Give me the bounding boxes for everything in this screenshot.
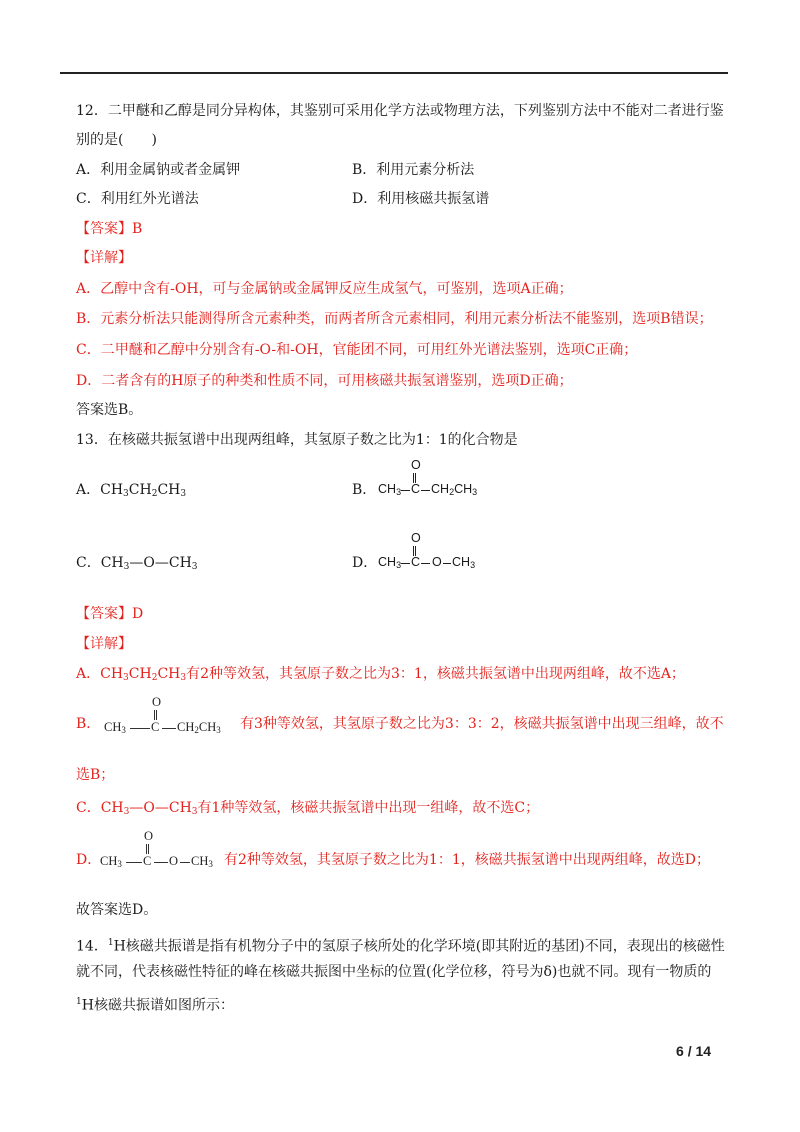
formula-part: CH xyxy=(100,800,124,816)
formula-part: CH xyxy=(128,666,152,682)
formula-part: CH xyxy=(452,555,471,569)
carbon-atom: C xyxy=(151,720,160,734)
question-number: 14． xyxy=(76,938,108,955)
formula-sub: 3 xyxy=(216,725,221,735)
q13-answer: 【答案】D xyxy=(76,606,144,622)
q13-detail-label: 【详解】 xyxy=(76,636,132,652)
formula-sub: 2 xyxy=(194,725,199,735)
methyl-group xyxy=(452,555,475,570)
oxygen-atom: O xyxy=(144,829,154,843)
formula-part: CH xyxy=(100,555,124,571)
q12-detail-c: C．二甲醚和乙醇中分别含有-O-和-OH，官能团不同，可用红外光谱法鉴别，选项C正确； xyxy=(76,342,638,358)
page-number xyxy=(676,1043,711,1059)
ethyl-group xyxy=(431,482,477,497)
page-total: 14 xyxy=(695,1043,712,1059)
formula-part: CH xyxy=(177,720,195,734)
formula-sub: 3 xyxy=(191,562,198,572)
oxygen-atom: O xyxy=(411,531,421,545)
formula-sub: 3 xyxy=(123,807,130,817)
oxygen-atom: O xyxy=(152,695,162,709)
methyl-group xyxy=(378,555,401,570)
q12-detail-d: D．二者含有的H原子的种类和性质不同，可用核磁共振氢谱鉴别，选项D正确； xyxy=(76,373,573,389)
single-bond xyxy=(162,728,176,729)
formula-sub: 3 xyxy=(180,673,187,683)
q13-detail-b-label: B． xyxy=(76,716,101,732)
formula-sub: 3 xyxy=(191,807,198,817)
q13-detail-d-structure xyxy=(100,829,226,873)
formula-sub: 3 xyxy=(180,489,187,499)
formula-sub: 3 xyxy=(123,562,130,572)
single-bond xyxy=(421,490,430,491)
q12-conclusion: 答案选B。 xyxy=(76,402,143,418)
formula-part: CH xyxy=(454,482,473,496)
formula-sub: 3 xyxy=(123,489,129,499)
formula-part: CH xyxy=(378,555,397,569)
single-bond xyxy=(126,862,142,863)
q12-detail-label: 【详解】 xyxy=(76,250,132,266)
ester-oxygen: O xyxy=(432,555,442,569)
carbon-atom: C xyxy=(143,854,152,868)
page-separator: / xyxy=(687,1043,692,1059)
q12-answer: 【答案】B xyxy=(76,221,143,237)
formula-part: CH xyxy=(157,482,181,498)
formula-part: CH xyxy=(104,720,122,734)
q13-option-c xyxy=(76,553,198,577)
double-bond xyxy=(146,844,149,854)
q14-line2: 就不同，代表核磁性特征的峰在核磁共振图中坐标的位置(化学位移，符号为δ)也就不同。现有一物质的 xyxy=(76,964,712,980)
single-bond xyxy=(130,728,150,729)
single-bond xyxy=(154,862,168,863)
oxygen-atom: O xyxy=(411,458,421,472)
q13-detail-c xyxy=(76,798,539,822)
single-bond xyxy=(401,563,410,564)
option-letter: C． xyxy=(76,800,101,816)
q13-detail-a xyxy=(76,664,685,688)
formula-sub: 3 xyxy=(121,725,126,735)
detail-text: 有2种等效氢，其氢原子数之比为3：1，核磁共振氢谱中出现两组峰，故不选A； xyxy=(186,666,685,682)
formula-part: —O—CH xyxy=(129,800,192,816)
formula-sub: 2 xyxy=(449,487,455,497)
methyl-group xyxy=(104,720,126,735)
q14-line1 xyxy=(76,933,725,957)
q13-detail-b-text2: 选B； xyxy=(76,767,115,783)
superscript: 1 xyxy=(107,938,114,948)
formula-part: CH xyxy=(378,482,397,496)
q14-text: H核磁共振谱是指有机物分子中的氢原子核所处的化学环境(即其附近的基团)不同，表现出的核磁性 xyxy=(113,938,725,955)
q12-option-d: D．利用核磁共振氢谱 xyxy=(352,191,490,207)
formula-part: CH xyxy=(100,666,124,682)
q13-detail-d-text: 有2种等效氢，其氢原子数之比为1：1，核磁共振氢谱中出现两组峰，故选D； xyxy=(224,852,710,868)
methyl-group xyxy=(378,482,401,497)
formula-part: CH xyxy=(431,482,450,496)
formula-sub: 3 xyxy=(472,487,478,497)
single-bond xyxy=(180,862,190,863)
formula-part: —O—CH xyxy=(129,555,192,571)
option-letter: A． xyxy=(76,482,101,498)
formula-part: CH xyxy=(128,482,152,498)
single-bond xyxy=(421,563,430,564)
q13-detail-b-text: 有3种等效氢，其氢原子数之比为3：3：2，核磁共振氢谱中出现三组峰，故不 xyxy=(240,716,724,732)
methyl-group xyxy=(191,854,213,869)
q13-detail-b-structure xyxy=(104,695,238,739)
formula-sub: 3 xyxy=(208,859,213,869)
formula-part: CH xyxy=(157,666,181,682)
q12-detail-b: B．元素分析法只能测得所含元素种类，而两者所含元素相同，利用元素分析法不能鉴别，选项B错误； xyxy=(76,311,713,327)
q12-stem-line2: 别的是( ) xyxy=(76,132,157,148)
q13-option-b-label: B． xyxy=(352,482,377,498)
formula-part: CH xyxy=(198,720,217,734)
methyl-group xyxy=(100,854,122,869)
q12-option-b: B．利用元素分析法 xyxy=(352,162,475,178)
double-bond xyxy=(154,710,157,720)
q14-line3 xyxy=(76,992,234,1016)
q12-stem-line1: 12．二甲醚和乙醇是同分异构体，其鉴别可采用化学方法或物理方法，下列鉴别方法中不能对二者进行鉴 xyxy=(76,103,724,119)
q13-option-d-label: D． xyxy=(352,555,378,571)
superscript: 1 xyxy=(76,997,82,1007)
single-bond xyxy=(443,563,451,564)
header-rule xyxy=(60,72,728,74)
formula-sub: 3 xyxy=(470,560,476,570)
q12-option-c: C．利用红外光谱法 xyxy=(76,191,199,207)
formula-part: CH xyxy=(100,482,124,498)
formula-sub: 3 xyxy=(123,673,129,683)
q13-conclusion: 故答案选D。 xyxy=(76,902,158,918)
formula-sub: 3 xyxy=(396,560,402,570)
q13-option-b-structure xyxy=(378,458,488,502)
carbon-atom: C xyxy=(411,555,421,569)
formula-sub: 2 xyxy=(151,673,158,683)
option-letter: C． xyxy=(76,555,101,571)
formula-sub: 2 xyxy=(151,489,158,499)
q12-detail-a: A．乙醇中含有-OH，可与金属钠或金属钾反应生成氢气，可鉴别，选项A正确； xyxy=(76,281,573,297)
formula-part: CH xyxy=(100,854,118,868)
carbon-atom: C xyxy=(411,482,421,496)
q14-text: H核磁共振谱如图所示： xyxy=(81,997,234,1014)
detail-text: 有1种等效氢，核磁共振氢谱中出现一组峰，故不选C； xyxy=(197,800,540,816)
formula-sub: 3 xyxy=(396,487,402,497)
formula-part: CH xyxy=(191,854,209,868)
q13-option-d-structure xyxy=(378,531,488,575)
ethyl-group xyxy=(177,720,221,735)
option-letter: A． xyxy=(76,666,101,682)
q13-detail-d-label: D． xyxy=(76,852,102,868)
formula-sub: 3 xyxy=(117,859,122,869)
single-bond xyxy=(401,490,410,491)
page-current: 6 xyxy=(676,1043,684,1059)
q13-option-a xyxy=(76,480,186,504)
q13-stem: 13．在核磁共振氢谱中出现两组峰，其氢原子数之比为1：1的化合物是 xyxy=(76,432,518,448)
ester-oxygen: O xyxy=(169,854,179,868)
q12-option-a: A．利用金属钠或者金属钾 xyxy=(76,162,241,178)
